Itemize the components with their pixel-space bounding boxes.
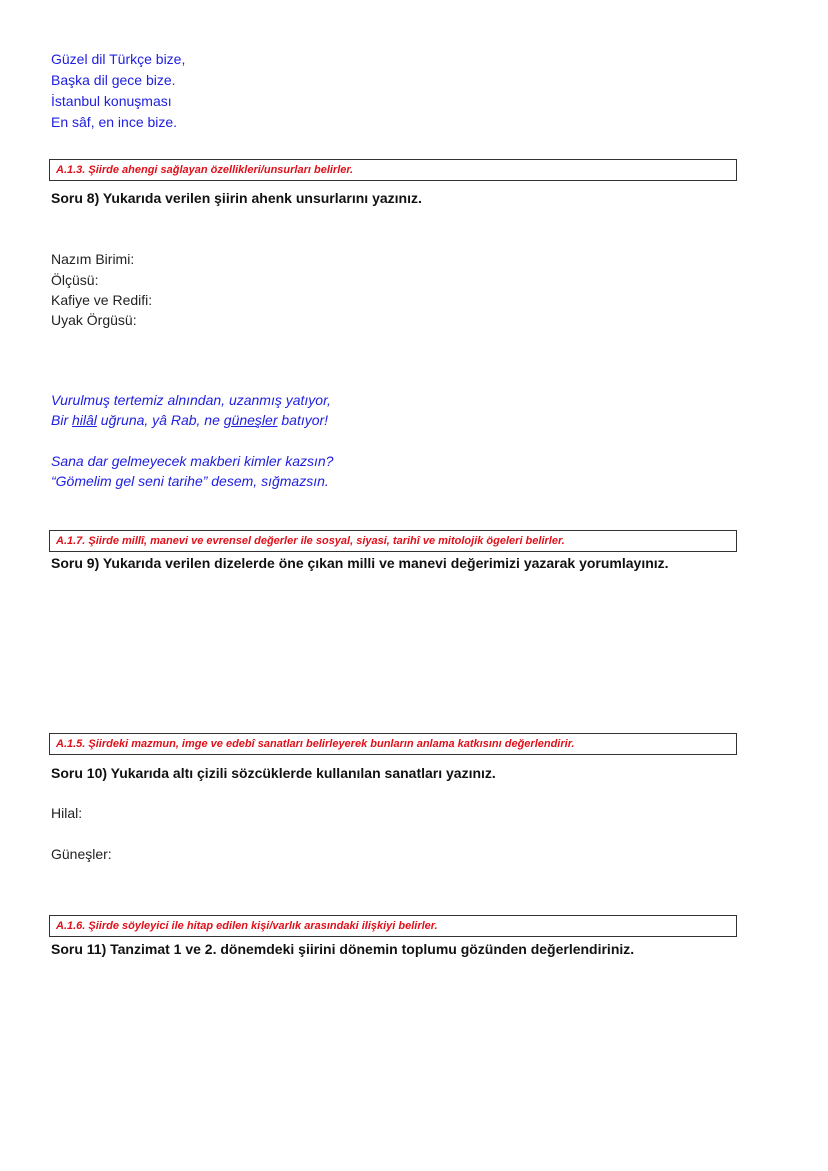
field-label: Uyak Örgüsü: — [51, 312, 137, 328]
objective-box-q11 — [49, 915, 737, 937]
objective-box-q8 — [49, 159, 737, 181]
objective-box-q10 — [49, 733, 737, 755]
text: Bir — [51, 412, 72, 428]
field-label: Güneşler: — [51, 846, 112, 862]
field-label: Kafiye ve Redifi: — [51, 292, 153, 308]
objective-text: A.1.3. Şiirde ahengi sağlayan özellikleri/unsurları belirler. — [56, 164, 354, 176]
question-10: Soru 10) Yukarıda altı çizili sözcüklerde kullanılan sanatları yazınız. — [51, 765, 496, 781]
underlined-word-gunesler: güneşler — [223, 412, 278, 428]
underlined-word-hilal: hilâl — [72, 412, 97, 428]
objective-text: A.1.7. Şiirde millî, manevi ve evrensel değerler ile sosyal, siyasi, tarihî ve mitolojik ögeleri belirler. — [56, 535, 565, 547]
question-9: Soru 9) Yukarıda verilen dizelerde öne çıkan milli ve manevi değerimizi yazarak yorumlayınız. — [51, 555, 669, 571]
question-8: Soru 8) Yukarıda verilen şiirin ahenk unsurlarını yazınız. — [51, 190, 422, 206]
poem1-line: Güzel dil Türkçe bize, — [51, 51, 186, 67]
poem1-line: Başka dil gece bize. — [51, 72, 176, 88]
field-label: Nazım Birimi: — [51, 251, 135, 267]
field-label: Ölçüsü: — [51, 272, 99, 288]
question-11: Soru 11) Tanzimat 1 ve 2. dönemdeki şiirini dönemin toplumu gözünden değerlendiriniz. — [51, 941, 635, 957]
poem2-line — [51, 411, 328, 429]
poem2-line: “Gömelim gel seni tarihe” desem, sığmazsın. — [51, 473, 329, 489]
poem1-line: İstanbul konuşması — [51, 93, 172, 109]
poem2-line: Vurulmuş tertemiz alnından, uzanmış yatıyor, — [51, 392, 331, 408]
poem1-line: En sâf, en ince bize. — [51, 114, 178, 130]
text: batıyor! — [277, 412, 329, 428]
objective-text: A.1.6. Şiirde söyleyici ile hitap edilen kişi/varlık arasındaki ilişkiyi belirler. — [56, 920, 438, 932]
field-label: Hilal: — [51, 805, 83, 821]
objective-box-q9 — [49, 530, 737, 552]
objective-text: A.1.5. Şiirdeki mazmun, imge ve edebî sanatları belirleyerek bunların anlama katkısını değerlendirir. — [56, 738, 575, 750]
text: uğruna, yâ Rab, ne — [96, 412, 224, 428]
poem2-line: Sana dar gelmeyecek makberi kimler kazsın? — [51, 453, 334, 469]
